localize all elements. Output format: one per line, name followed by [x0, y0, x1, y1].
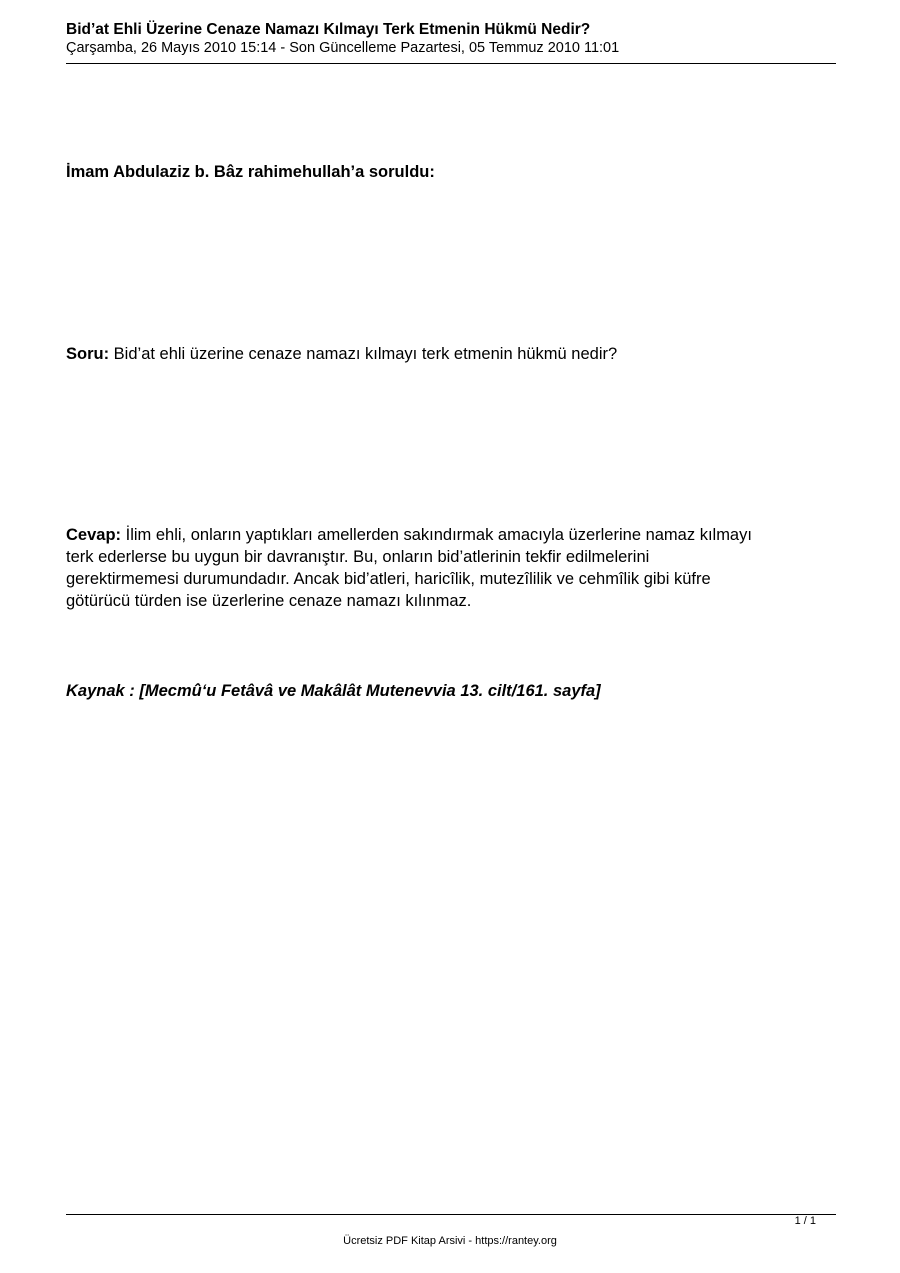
intro-paragraph: İmam Abdulaziz b. Bâz rahimehullah’a soruldu: — [66, 163, 435, 181]
footer-divider — [66, 1214, 836, 1215]
question-label: Soru: — [66, 345, 110, 363]
answer-text-line-1: İlim ehli, onların yaptıkları amellerden sakındırmak amacıyla üzerlerine namaz kılmayı — [121, 526, 752, 544]
footer-text: Ücretsiz PDF Kitap Arsivi - https://rantey.org — [343, 1235, 557, 1247]
answer-paragraph — [66, 524, 836, 612]
document-date-meta: Çarşamba, 26 Mayıs 2010 15:14 - Son Güncelleme Pazartesi, 05 Temmuz 2010 11:01 — [66, 40, 620, 56]
question-paragraph — [66, 343, 836, 365]
answer-line — [66, 524, 836, 546]
source-citation: Kaynak : [Mecmû‘u Fetâvâ ve Makâlât Mutenevvia 13. cilt/161. sayfa] — [66, 682, 601, 700]
page-number: 1 / 1 — [794, 1215, 816, 1227]
header-divider — [66, 63, 836, 64]
answer-text-line-3: gerektirmemesi durumundadır. Ancak bid’atleri, haricîlik, mutezîlilik ve cehmîlik gibi küfre — [66, 570, 711, 588]
question-text: Bid’at ehli üzerine cenaze namazı kılmayı terk etmenin hükmü nedir? — [109, 345, 618, 363]
document-title: Bid’at Ehli Üzerine Cenaze Namazı Kılmayı Terk Etmenin Hükmü Nedir? — [66, 21, 591, 38]
answer-text-line-4: götürücü türden ise üzerlerine cenaze namazı kılınmaz. — [66, 592, 472, 610]
answer-text-line-2: terk ederlerse bu uygun bir davranıştır. Bu, onların bid’atlerinin tekfir edilmelerini — [66, 548, 650, 566]
page-header — [66, 20, 836, 57]
answer-label: Cevap: — [66, 526, 122, 544]
